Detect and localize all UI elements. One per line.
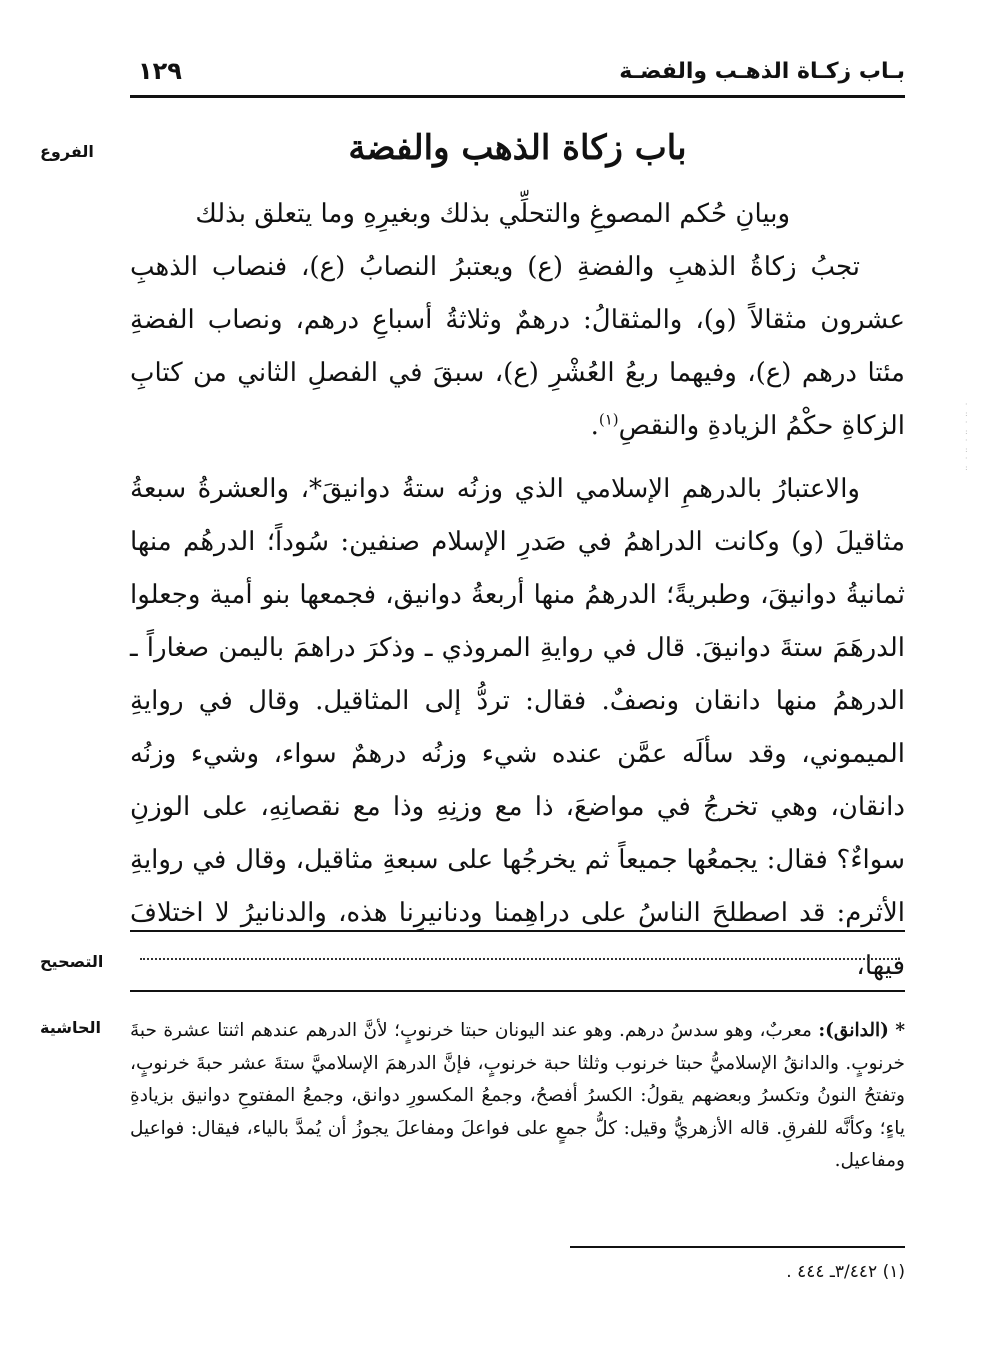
- header-rule: [130, 95, 905, 98]
- running-title: بـاب زكـاة الذهـب والفضـة: [619, 59, 905, 84]
- correction-dotted-line: [140, 958, 900, 960]
- annotation-marker: *: [895, 1020, 905, 1041]
- correction-top-rule: [130, 930, 905, 932]
- page-number: ١٢٩: [138, 57, 182, 85]
- main-text: [130, 188, 905, 993]
- chapter-title: باب زكاة الذهب والفضة: [348, 128, 687, 168]
- side-label-annotation: الحاشية: [40, 1018, 101, 1037]
- paragraph-1-text: تجبُ زكاةُ الذهبِ والفضةِ (ع) ويعتبرُ النصابُ (ع)، فنصاب الذهبِ عشرون مثقالاً (و)، والمثقالُ: درهمٌ وثلاثةُ أسباعِ درهم، ونصاب الفضةِ مئتا درهم (ع)، وفيهما ربعُ العُشْرِ (ع)، سبقَ في الفصلِ الثاني من كتابِ الزكاةِ حكْمُ الزيادةِ والنقصِ: [130, 252, 905, 441]
- annotation-block: [130, 1015, 905, 1178]
- annotation-entry: [130, 1015, 905, 1178]
- chapter-subtitle: وبيانِ حُكم المصوغِ والتحلِّي بذلك وبغيرِهِ وما يتعلق بذلك: [195, 199, 790, 229]
- correction-bottom-rule: [130, 990, 905, 992]
- paragraph-1-end: .: [590, 411, 599, 441]
- footnote-marker[interactable]: (١): [598, 410, 619, 429]
- paragraph-2: والاعتبارُ بالدرهمِ الإسلامي الذي وزنُه ستةُ دوانيقَ*، والعشرةُ سبعةُ مثاقيلَ (و) وكانت الدراهمُ في صَدرِ الإسلام صنفين: سُوداً؛ الدرهُم منها ثمانيةُ دوانيقَ، وطبريةً؛ الدرهمُ منها أربعةُ دوانيق، فجمعها بنو أمية وجعلوا الدرهَمَ ستةَ دوانيقَ. قال في روايةِ المروذي ـ وذكرَ دراهمَ باليمن صغاراً ـ الدرهمُ منها دانقان ونصفٌ. فقال: تردُّ إلى المثاقيل. وقال في روايةِ الميموني، وقد سألَه عمَّن عنده شيء وزنُه درهمٌ سواء، وشيء وزنُه دانقان، وهي تخرجُ في مواضعَ، ذا مع وزنِهِ وذا مع نقصانِهِ، على الوزنِ سواءٌ؟ فقال: يجمعُها جميعاً ثم يخرجُها على سبعةِ مثاقيل، وقال في روايةِ الأثرم: قد اصطلحَ الناسُ على دراهِمنا ودنانيرِنا هذه، والدنانيرُ لا اختلافَ فيها،: [130, 474, 905, 981]
- running-header: [130, 55, 905, 91]
- paragraph-1: [130, 241, 905, 453]
- side-label-branches: الفروع: [40, 142, 94, 161]
- footnote: (١) ٣/٤٤٢ـ ٤٤٤ .: [786, 1262, 905, 1282]
- footnote-rule: [570, 1246, 905, 1248]
- annotation-text: معربٌ، وهو سدسُ درهم. وهو عند اليونان حبتا خرنوبٍ؛ لأنَّ الدرهم عندهم اثنتا عشرة حبةَ خرنوبٍ. والدانقُ الإسلاميُّ حبتا خرنوب وثلثا حبة خرنوبٍ، فإنَّ الدرهمَ الإسلاميَّ ستةَ عشر حبةَ خرنوبٍ، وتفتحُ النونُ وتكسرُ وبعضهم يقولُ: الكسرُ أفصحُ، وجمعُ المكسورِ دوانق، وجمعُ المفتوحِ دوانيق بزيادةِ ياءٍ؛ وكأنَّه للفرقِ. قاله الأزهريُّ وقيل: كلُّ جمعٍ على فواعلَ ومفاعلَ يجوزُ أن يُمدَّ بالياء، فيقال: فواعيل ومفاعيل.: [130, 1020, 905, 1171]
- scan-speck-decoration: · : · : · : · :: [965, 400, 968, 472]
- annotation-term: (الدانق):: [818, 1020, 889, 1041]
- side-label-correction: التصحيح: [40, 952, 104, 971]
